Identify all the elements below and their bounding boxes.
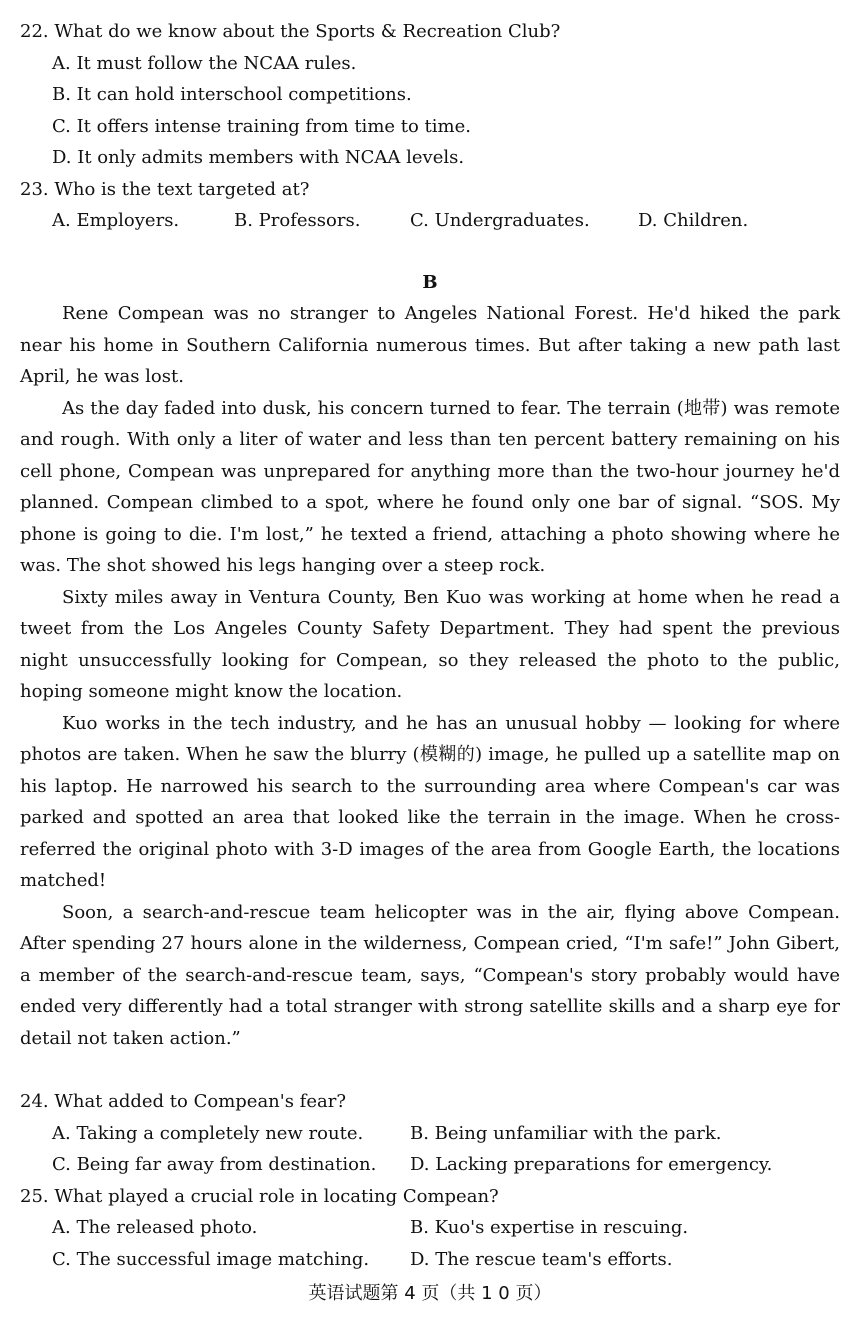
question-25: [20, 1181, 840, 1276]
option-d: D. The rescue team's efforts.: [410, 1248, 673, 1270]
options-row: [20, 1149, 840, 1181]
question-stem: 22. What do we know about the Sports & Recreation Club?: [20, 21, 561, 42]
option-d: D. Children.: [638, 210, 749, 231]
passage-paragraph: Rene Compean was no stranger to Angeles National Forest. He'd hiked the park near his home in Southern California numerous times. But after taking a new path last April, he was lost.: [20, 303, 840, 387]
option-c: C. Being far away from destination.: [52, 1154, 377, 1175]
option-d: D. It only admits members with NCAA levels.: [52, 147, 465, 168]
option-d: D. Lacking preparations for emergency.: [410, 1154, 773, 1175]
option-b: B. Being unfamiliar with the park.: [410, 1122, 722, 1144]
passage-paragraph: Sixty miles away in Ventura County, Ben Kuo was working at home when he read a tweet from the Los Angeles County Safety Department. They had spent the previous night unsuccessfully looking for Compean, so they released the photo to the public, hoping someone might know the location.: [20, 586, 840, 702]
page-footer: 英语试题第 4 页（共 1 0 页）: [308, 1283, 552, 1304]
question-stem: 23. Who is the text targeted at?: [20, 178, 310, 200]
options-row: [20, 1244, 840, 1276]
option-a: A. Employers.: [52, 210, 180, 231]
option-c: C. The successful image matching.: [52, 1248, 370, 1270]
option-b: B. Kuo's expertise in rescuing.: [410, 1217, 689, 1238]
option-b: B. It can hold interschool competitions.: [52, 84, 412, 105]
option-a: A. Taking a completely new route.: [52, 1122, 364, 1144]
option-b: B. Professors.: [234, 210, 361, 231]
question-23: [20, 174, 840, 237]
question-24: [20, 1086, 840, 1181]
passage-paragraph: As the day faded into dusk, his concern turned to fear. The terrain (地带) was remote and rough. With only a liter of water and less than ten percent battery remaining on his cell phone, Compean was unprepared for anything more than the two-hour journey he'd planned. Compean climbed to a spot, where he found only one bar of signal. “SOS. My phone is going to die. I'm lost,” he texted a friend, attaching a photo showing where he was. The shot showed his legs hanging over a steep rock.: [20, 397, 840, 576]
option-a: A. It must follow the NCAA rules.: [52, 52, 357, 74]
option-c: C. It offers intense training from time to time.: [52, 115, 471, 137]
options-row: [20, 1212, 840, 1244]
exam-page: [20, 16, 840, 1275]
options-row: [20, 1118, 840, 1150]
options-row: [20, 205, 840, 237]
question-stem: 24. What added to Compean's fear?: [20, 1091, 346, 1112]
option-a: A. The released photo.: [52, 1217, 258, 1238]
passage-paragraph: Kuo works in the tech industry, and he has an unusual hobby — looking for where photos are taken. When he saw the blurry (模糊的) image, he pulled up a satellite map on his laptop. He narrowed his search to the surrounding area where Compean's car was parked and spotted an area that looked like the terrain in the image. When he cross-referred the original photo with 3-D images of the area from Google Earth, the locations matched!: [20, 712, 840, 891]
spacer: [20, 1054, 840, 1086]
passage-paragraph: Soon, a search-and-rescue team helicopter was in the air, flying above Compean. After spending 27 hours alone in the wilderness, Compean cried, “I'm safe!” John Gibert, a member of the search-and-rescue team, says, “Compean's story probably would have ended very differently had a total stranger with strong satellite skills and a sharp eye for detail not taken action.”: [20, 901, 840, 1049]
question-22: [20, 16, 840, 174]
passage: [20, 298, 840, 1054]
section-heading: B: [422, 271, 438, 293]
question-stem: 25. What played a crucial role in locating Compean?: [20, 1185, 499, 1207]
option-c: C. Undergraduates.: [410, 210, 590, 231]
